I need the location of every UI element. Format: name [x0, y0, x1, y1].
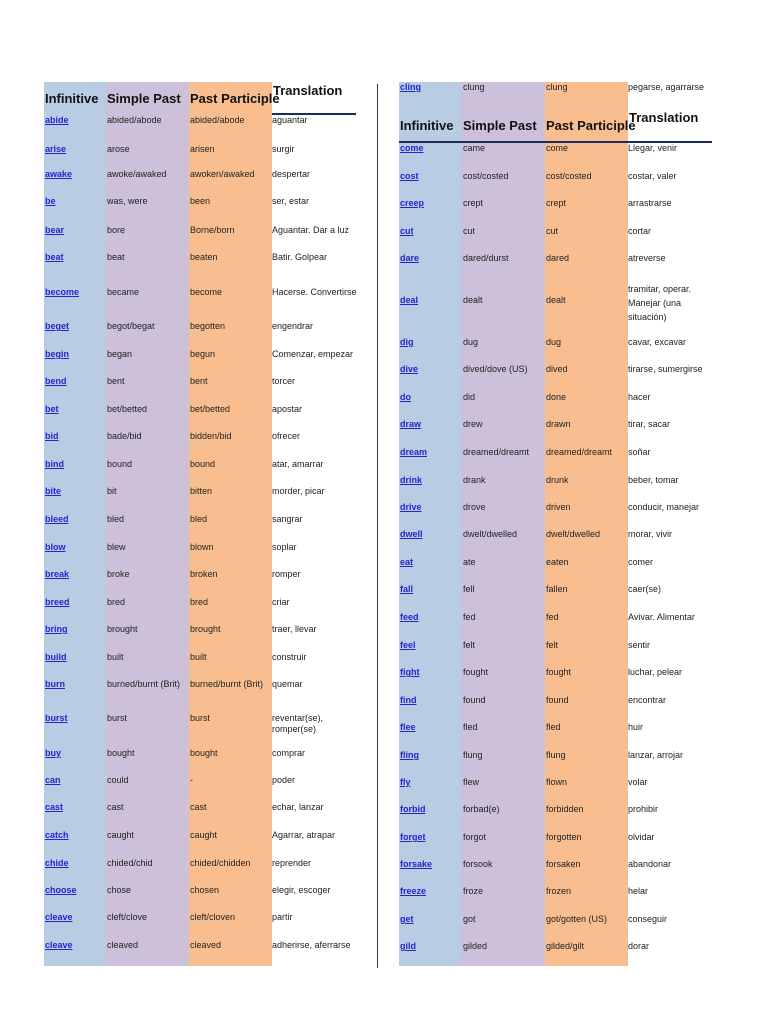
- translation-cell: encontrar: [628, 695, 667, 705]
- verb-link[interactable]: breed: [45, 597, 70, 607]
- past-participle-cell: drawn: [546, 419, 571, 429]
- verb-link[interactable]: burn: [45, 679, 65, 689]
- translation-cell: aguantar: [272, 115, 308, 125]
- translation-cell: dorar: [628, 941, 650, 951]
- verb-link[interactable]: buy: [45, 748, 62, 758]
- past-participle-cell: built: [190, 652, 207, 662]
- past-participle-cell: brought: [190, 624, 221, 634]
- translation-cell: sangrar: [272, 514, 303, 524]
- translation-cell: construir: [272, 652, 307, 662]
- simple-past-cell: caught: [107, 830, 135, 840]
- verb-link[interactable]: bind: [45, 459, 64, 469]
- simple-past-cell: built: [107, 652, 124, 662]
- simple-past-cell: could: [107, 775, 129, 785]
- verb-link[interactable]: dive: [400, 364, 419, 374]
- past-participle-cell: begotten: [190, 321, 226, 331]
- simple-past-cell: cost/costed: [463, 171, 509, 181]
- past-participle-cell: awoken/awaked: [190, 169, 255, 179]
- past-participle-cell: burst: [190, 713, 211, 723]
- past-participle-cell: cut: [546, 226, 559, 236]
- past-participle-cell: forgotten: [546, 832, 582, 842]
- past-participle-cell: dealt: [546, 295, 566, 305]
- verb-link[interactable]: forsake: [400, 859, 433, 869]
- verb-link[interactable]: blow: [45, 542, 66, 552]
- header-infinitive: Infinitive: [400, 118, 454, 133]
- header-simple-past: Simple Past: [463, 118, 537, 133]
- past-participle-cell: flown: [546, 777, 568, 787]
- right-verb-table: [399, 82, 712, 966]
- simple-past-cell: drank: [463, 475, 486, 485]
- past-participle-cell: frozen: [546, 886, 572, 896]
- verb-link[interactable]: fly: [400, 777, 411, 787]
- translation-cell: reventar(se), romper(se): [272, 713, 324, 734]
- verb-link[interactable]: build: [45, 652, 67, 662]
- verb-link[interactable]: bend: [45, 376, 67, 386]
- verb-link[interactable]: cleave: [45, 940, 73, 950]
- verb-link[interactable]: fight: [400, 667, 420, 677]
- past-participle-cell: fought: [546, 667, 572, 677]
- simple-past-cell: begot/begat: [107, 321, 155, 331]
- verb-link[interactable]: drive: [400, 502, 422, 512]
- verb-link[interactable]: burst: [45, 713, 68, 723]
- translation-cell: sentir: [628, 640, 651, 650]
- translation-cell: apostar: [272, 404, 303, 414]
- simple-past-cell: dared/durst: [463, 253, 509, 263]
- verb-link[interactable]: chide: [45, 858, 69, 868]
- simple-past-cell: did: [463, 392, 476, 402]
- past-participle-cell: drunk: [546, 475, 569, 485]
- past-participle-cell: blown: [190, 542, 214, 552]
- verb-link[interactable]: catch: [45, 830, 69, 840]
- verb-link[interactable]: cling: [400, 82, 422, 92]
- verb-link[interactable]: feed: [400, 612, 419, 622]
- translation-cell: comprar: [272, 748, 306, 758]
- verb-link[interactable]: abide: [45, 115, 69, 125]
- translation-cell: abandonar: [628, 859, 672, 869]
- left-verb-table: [44, 82, 355, 966]
- header-past-participle: Past Participle: [546, 118, 636, 133]
- simple-past-cell: chided/chid: [107, 858, 153, 868]
- verb-link[interactable]: bring: [45, 624, 68, 634]
- past-participle-cell: chided/chidden: [190, 858, 251, 868]
- simple-past-cell: blew: [107, 542, 126, 552]
- past-participle-cell: forbidden: [546, 804, 584, 814]
- past-participle-cell: got/gotten (US): [546, 914, 608, 924]
- past-participle-cell: broken: [190, 569, 218, 579]
- verb-link[interactable]: cost: [400, 171, 419, 181]
- translation-cell: ser, estar: [272, 196, 310, 206]
- simple-past-cell: crept: [463, 198, 484, 208]
- past-participle-cell: been: [190, 196, 211, 206]
- past-participle-cell: driven: [546, 502, 571, 512]
- simple-past-cell: bit: [107, 486, 117, 496]
- translation-cell: Llegar, venir: [628, 143, 678, 153]
- past-participle-cell: done: [546, 392, 567, 402]
- translation-cell: soplar: [272, 542, 297, 552]
- translation-cell: tirar, sacar: [628, 419, 671, 429]
- translation-cell: ofrecer: [272, 431, 301, 441]
- translation-cell: soñar: [628, 447, 651, 457]
- past-participle-cell: come: [546, 143, 569, 153]
- simple-past-cell: dwelt/dwelled: [463, 529, 518, 539]
- past-participle-cell: bet/betted: [190, 404, 231, 414]
- simple-past-cell: bore: [107, 225, 126, 235]
- past-participle-cell: abided/abode: [190, 115, 245, 125]
- verb-link[interactable]: forbid: [400, 804, 426, 814]
- past-participle-cell: fed: [546, 612, 559, 622]
- past-participle-cell: felt: [546, 640, 559, 650]
- simple-past-cell: clung: [463, 82, 485, 92]
- translation-cell: criar: [272, 597, 290, 607]
- translation-cell: reprender: [272, 858, 312, 868]
- past-participle-cell: found: [546, 695, 569, 705]
- simple-past-cell: bought: [107, 748, 135, 758]
- translation-cell: Agarrar, atrapar: [272, 830, 336, 840]
- translation-cell: pegarse, agarrarse: [628, 82, 705, 92]
- simple-past-cell: fell: [463, 584, 475, 594]
- simple-past-cell: cleaved: [107, 940, 139, 950]
- translation-cell: surgir: [272, 144, 295, 154]
- simple-past-cell: cleft/clove: [107, 912, 148, 922]
- past-participle-cell: crept: [546, 198, 567, 208]
- simple-past-cell: brought: [107, 624, 138, 634]
- simple-past-cell: drove: [463, 502, 486, 512]
- past-participle-cell: become: [190, 287, 223, 297]
- verb-link[interactable]: find: [400, 695, 417, 705]
- simple-past-cell: burst: [107, 713, 128, 723]
- past-participle-cell: arisen: [190, 144, 215, 154]
- past-participle-cell: bidden/bid: [190, 431, 232, 441]
- verb-link[interactable]: dream: [400, 447, 428, 457]
- translation-cell: lanzar, arrojar: [628, 750, 684, 760]
- verb-link[interactable]: beget: [45, 321, 70, 331]
- translation-cell: torcer: [272, 376, 296, 386]
- verb-link[interactable]: bite: [45, 486, 62, 496]
- simple-past-cell: bade/bid: [107, 431, 142, 441]
- verb-link[interactable]: feel: [400, 640, 416, 650]
- simple-past-cell: fed: [463, 612, 476, 622]
- simple-past-cell: dived/dove (US): [463, 364, 528, 374]
- translation-cell: Hacerse. Convertirse: [272, 287, 357, 297]
- simple-past-cell: bred: [107, 597, 126, 607]
- verb-link[interactable]: fling: [400, 750, 419, 760]
- translation-cell: atar, amarrar: [272, 459, 324, 469]
- simple-past-cell: was, were: [107, 196, 148, 206]
- simple-past-cell: ate: [463, 557, 476, 567]
- simple-past-cell: abided/abode: [107, 115, 162, 125]
- past-participle-cell: cleaved: [190, 940, 222, 950]
- simple-past-cell: beat: [107, 252, 125, 262]
- simple-past-cell: dug: [463, 337, 479, 347]
- translation-cell: arrastrarse: [628, 198, 672, 208]
- simple-past-cell: became: [107, 287, 140, 297]
- translation-cell: prohibir: [628, 804, 659, 814]
- translation-cell: olvidar: [628, 832, 655, 842]
- past-participle-cell: begun: [190, 349, 216, 359]
- verb-link[interactable]: eat: [400, 557, 414, 567]
- translation-cell: cavar, excavar: [628, 337, 687, 347]
- header-past-participle: Past Participle: [190, 91, 280, 106]
- verb-link[interactable]: bear: [45, 225, 65, 235]
- simple-past-cell: dreamed/dreamt: [463, 447, 530, 457]
- verb-link[interactable]: choose: [45, 885, 77, 895]
- translation-cell: tirarse, sumergirse: [628, 364, 703, 374]
- simple-past-cell: chose: [107, 885, 132, 895]
- simple-past-cell: flung: [463, 750, 483, 760]
- verb-link[interactable]: draw: [400, 419, 422, 429]
- translation-cell: tramitar, operar. Manejar (una situación): [628, 284, 692, 322]
- verb-link[interactable]: forget: [400, 832, 426, 842]
- verb-link[interactable]: gild: [400, 941, 416, 951]
- simple-past-cell: found: [463, 695, 486, 705]
- verb-link[interactable]: begin: [45, 349, 69, 359]
- simple-past-cell: felt: [463, 640, 476, 650]
- simple-past-cell: bet/betted: [107, 404, 148, 414]
- translation-cell: Avivar. Alimentar: [628, 612, 695, 622]
- header-simple-past: Simple Past: [107, 91, 181, 106]
- verb-link[interactable]: become: [45, 287, 80, 297]
- simple-past-cell: bent: [107, 376, 125, 386]
- translation-cell: partir: [272, 912, 293, 922]
- simple-past-cell: burned/burnt (Brit): [107, 679, 181, 689]
- verb-link[interactable]: do: [400, 392, 411, 402]
- verb-link[interactable]: bid: [45, 431, 59, 441]
- past-participle-cell: bled: [190, 514, 208, 524]
- translation-cell: costar, valer: [628, 171, 677, 181]
- verb-link[interactable]: creep: [400, 198, 425, 208]
- translation-cell: hacer: [628, 392, 651, 402]
- simple-past-cell: forbad(e): [463, 804, 500, 814]
- simple-past-cell: drew: [463, 419, 483, 429]
- simple-past-cell: got: [463, 914, 476, 924]
- past-participle-cell: bought: [190, 748, 218, 758]
- verb-link[interactable]: bet: [45, 404, 59, 414]
- translation-cell: morar, vivir: [628, 529, 673, 539]
- translation-cell: beber, tomar: [628, 475, 679, 485]
- past-participle-cell: burned/burnt (Brit): [190, 679, 264, 689]
- simple-past-cell: fled: [463, 722, 478, 732]
- verb-link[interactable]: bleed: [45, 514, 69, 524]
- past-participle-cell: bred: [190, 597, 209, 607]
- past-participle-cell: caught: [190, 830, 218, 840]
- translation-cell: elegir, escoger: [272, 885, 331, 895]
- verb-link[interactable]: dig: [400, 337, 414, 347]
- simple-past-cell: cast: [107, 802, 124, 812]
- verb-link[interactable]: be: [45, 196, 56, 206]
- translation-cell: poder: [272, 775, 296, 785]
- verb-link[interactable]: drink: [400, 475, 423, 485]
- simple-past-cell: froze: [463, 886, 484, 896]
- simple-past-cell: bound: [107, 459, 133, 469]
- past-participle-cell: dared: [546, 253, 570, 263]
- past-participle-cell: dug: [546, 337, 562, 347]
- past-participle-cell: dreamed/dreamt: [546, 447, 613, 457]
- translation-cell: comer: [628, 557, 654, 567]
- verb-link[interactable]: dare: [400, 253, 420, 263]
- past-participle-cell: beaten: [190, 252, 218, 262]
- past-participle-cell: gilded/gilt: [546, 941, 585, 951]
- simple-past-cell: flew: [463, 777, 480, 787]
- translation-cell: cortar: [628, 226, 652, 236]
- past-participle-cell: dwelt/dwelled: [546, 529, 601, 539]
- past-participle-cell: -: [190, 775, 193, 785]
- translation-cell: morder, picar: [272, 486, 325, 496]
- past-participle-cell: clung: [546, 82, 568, 92]
- column-divider: [377, 84, 378, 968]
- translation-cell: atreverse: [628, 253, 666, 263]
- simple-past-cell: cut: [463, 226, 476, 236]
- simple-past-cell: forsook: [463, 859, 493, 869]
- translation-cell: traer, llevar: [272, 624, 317, 634]
- past-participle-cell: bent: [190, 376, 208, 386]
- verb-link[interactable]: cut: [400, 226, 414, 236]
- past-participle-cell: fled: [546, 722, 561, 732]
- verb-link[interactable]: flee: [400, 722, 416, 732]
- past-participle-cell: dived: [546, 364, 568, 374]
- header-translation: Translation: [629, 110, 699, 125]
- translation-cell: echar, lanzar: [272, 802, 324, 812]
- simple-past-cell: came: [463, 143, 486, 153]
- translation-cell: despertar: [272, 169, 311, 179]
- header-translation: Translation: [273, 83, 343, 98]
- translation-cell: engendrar: [272, 321, 314, 331]
- verb-link[interactable]: get: [400, 914, 414, 924]
- translation-cell: Batir. Golpear: [272, 252, 328, 262]
- past-participle-cell: fallen: [546, 584, 568, 594]
- verb-link[interactable]: deal: [400, 295, 419, 305]
- translation-cell: Aguantar. Dar a luz: [272, 225, 350, 235]
- translation-cell: adherirse, aferrarse: [272, 940, 351, 950]
- simple-past-cell: gilded: [463, 941, 488, 951]
- translation-cell: Comenzar, empezar: [272, 349, 354, 359]
- verb-link[interactable]: beat: [45, 252, 64, 262]
- past-participle-cell: bitten: [190, 486, 213, 496]
- verb-link[interactable]: cast: [45, 802, 64, 812]
- past-participle-cell: bound: [190, 459, 216, 469]
- simple-past-cell: bled: [107, 514, 125, 524]
- simple-past-cell: fought: [463, 667, 489, 677]
- past-participle-cell: cost/costed: [546, 171, 592, 181]
- verb-link[interactable]: can: [45, 775, 61, 785]
- translation-cell: volar: [628, 777, 648, 787]
- translation-cell: huir: [628, 722, 644, 732]
- translation-cell: luchar, pelear: [628, 667, 683, 677]
- past-participle-cell: eaten: [546, 557, 569, 567]
- translation-cell: caer(se): [628, 584, 662, 594]
- simple-past-cell: awoke/awaked: [107, 169, 167, 179]
- simple-past-cell: arose: [107, 144, 130, 154]
- header-infinitive: Infinitive: [45, 91, 99, 106]
- past-participle-cell: chosen: [190, 885, 220, 895]
- past-participle-cell: forsaken: [546, 859, 581, 869]
- translation-cell: helar: [628, 886, 649, 896]
- translation-cell: conseguir: [628, 914, 668, 924]
- verb-link[interactable]: awake: [45, 169, 73, 179]
- simple-past-cell: dealt: [463, 295, 483, 305]
- translation-cell: quemar: [272, 679, 303, 689]
- simple-past-cell: broke: [107, 569, 130, 579]
- verb-link[interactable]: dwell: [400, 529, 423, 539]
- past-participle-cell: flung: [546, 750, 566, 760]
- verb-link[interactable]: arise: [45, 144, 67, 154]
- verb-link[interactable]: freeze: [400, 886, 427, 896]
- past-participle-cell: Borne/born: [190, 225, 235, 235]
- verb-link[interactable]: fall: [400, 584, 414, 594]
- verb-link[interactable]: come: [400, 143, 424, 153]
- translation-cell: conducir, manejar: [628, 502, 700, 512]
- past-participle-cell: cast: [190, 802, 207, 812]
- translation-cell: romper: [272, 569, 301, 579]
- simple-past-cell: forgot: [463, 832, 487, 842]
- past-participle-cell: cleft/cloven: [190, 912, 236, 922]
- simple-past-cell: began: [107, 349, 133, 359]
- verb-link[interactable]: cleave: [45, 912, 73, 922]
- verb-link[interactable]: break: [45, 569, 70, 579]
